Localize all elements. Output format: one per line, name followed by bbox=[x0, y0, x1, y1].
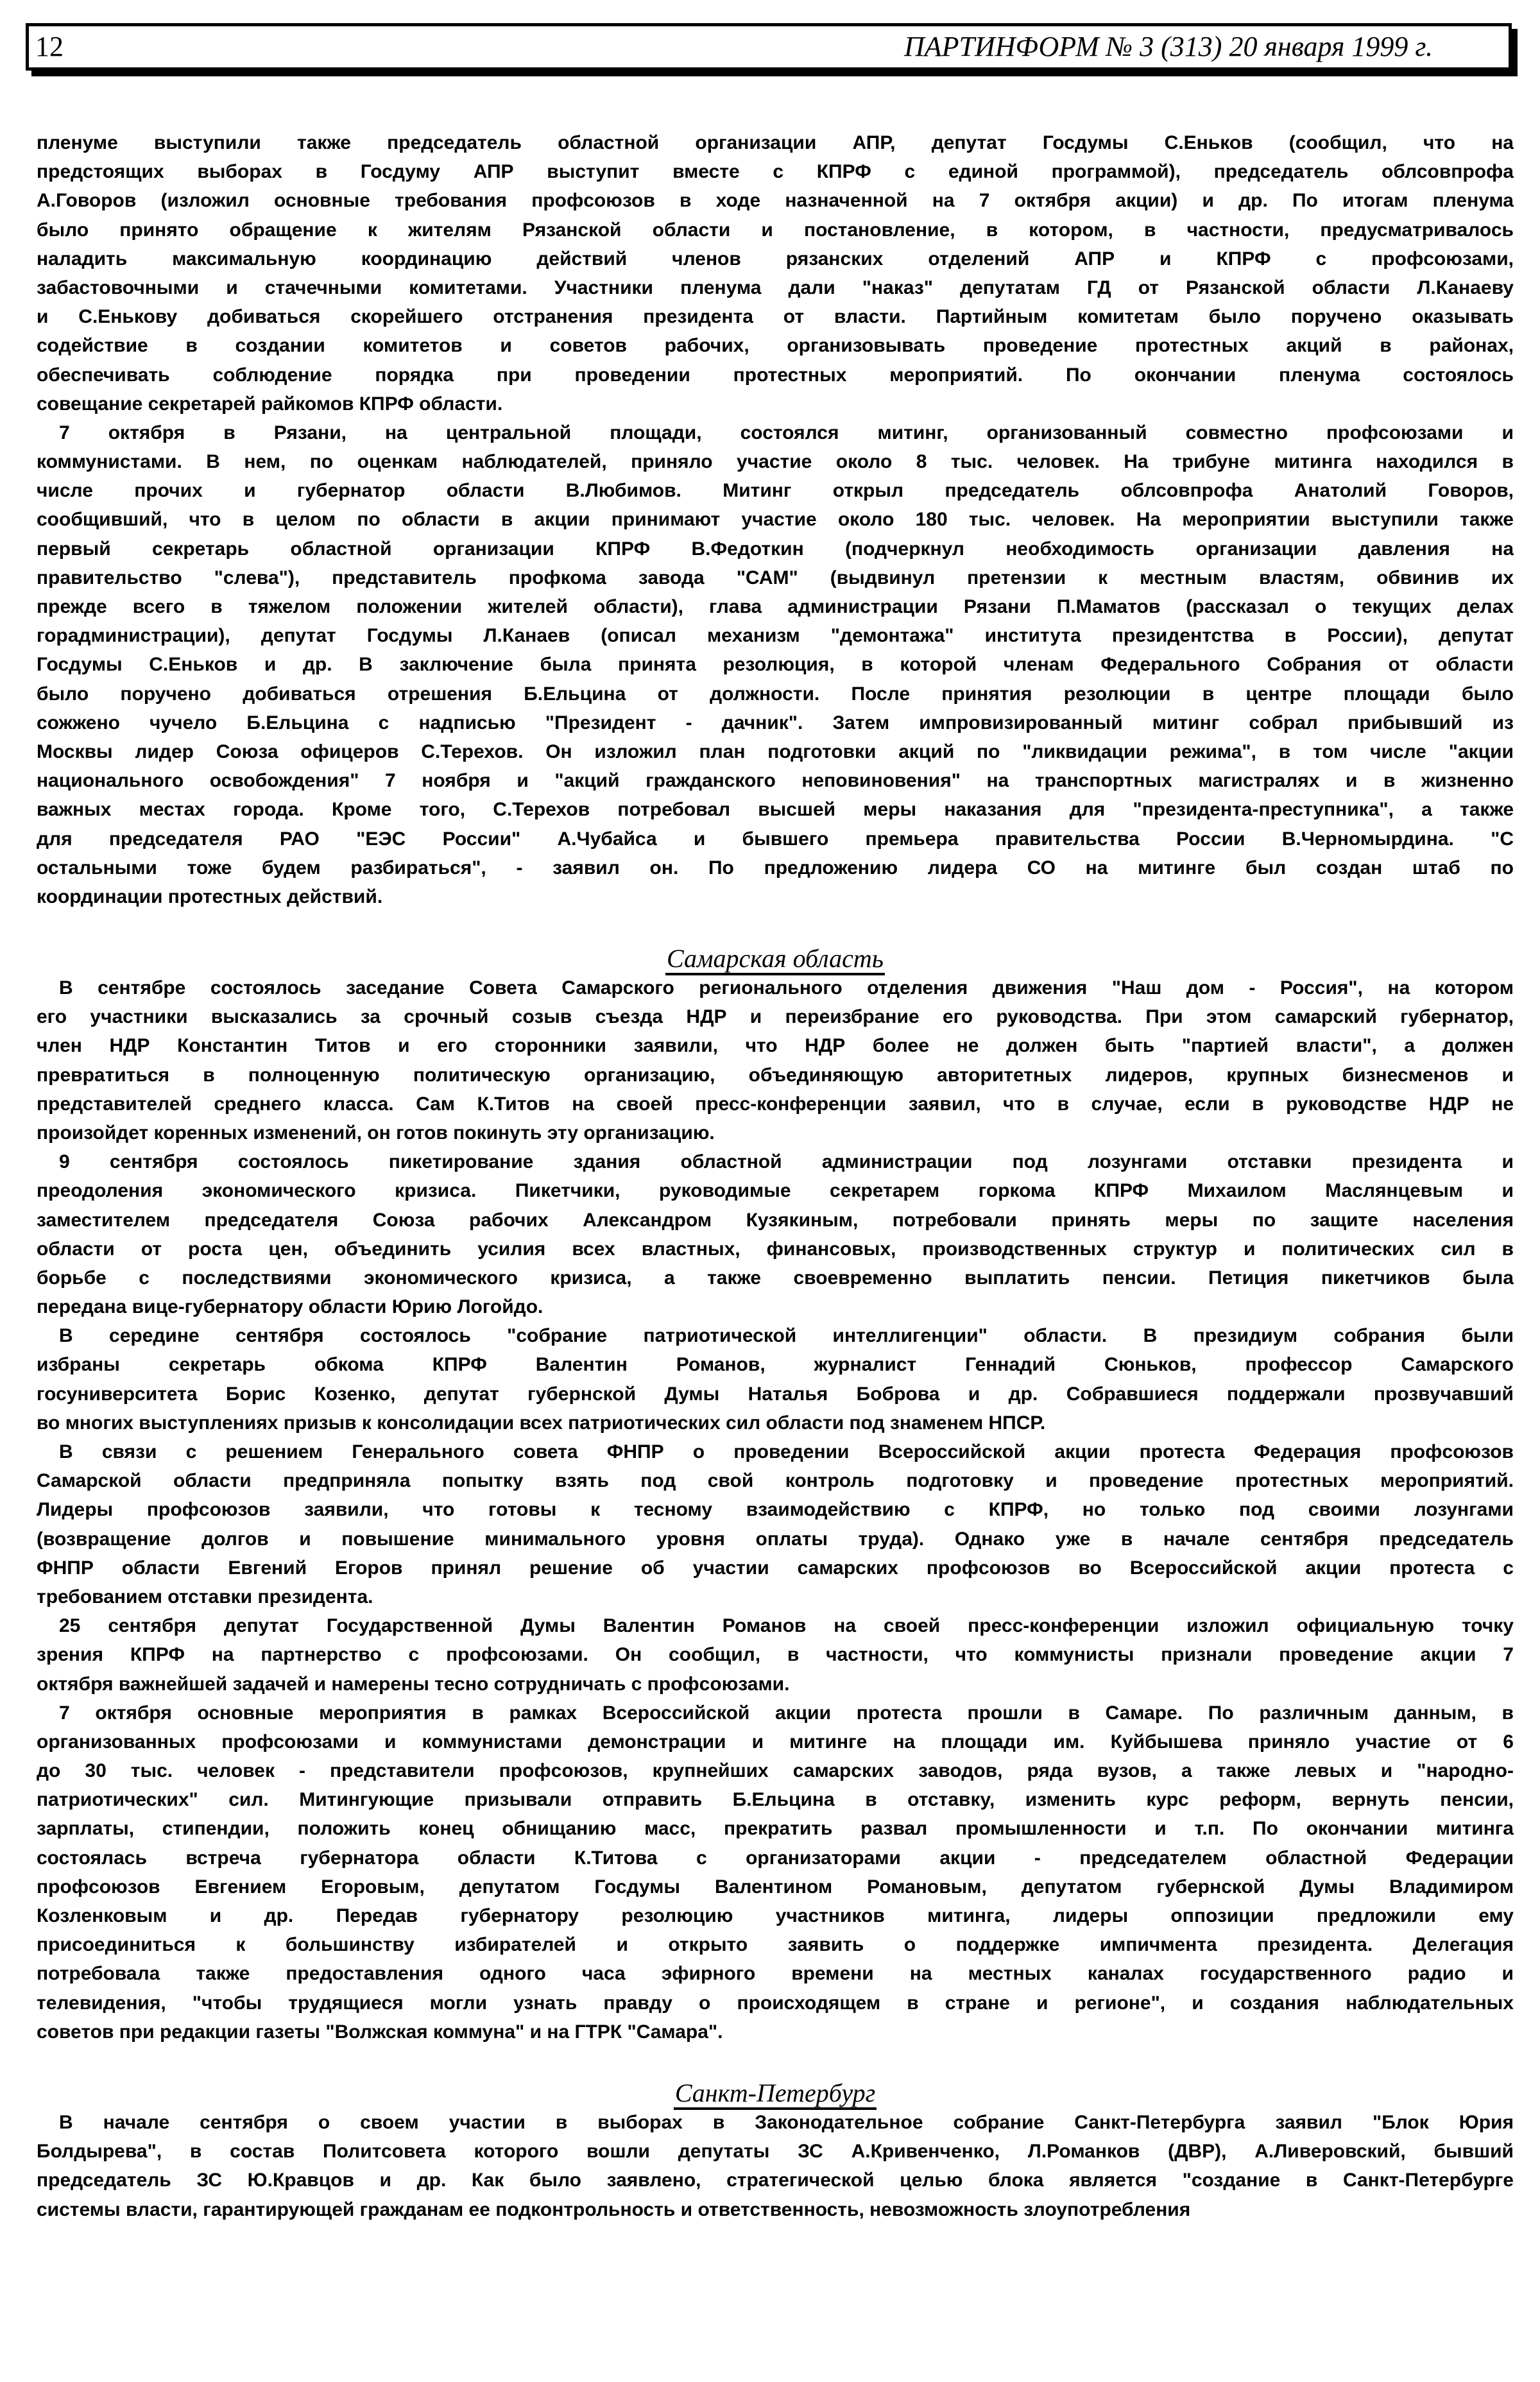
text-line: представителей среднего класса. Сам К.Титов на своей пресс-конференции заявил, что в случае, если в руководстве НДР не bbox=[37, 1093, 1514, 1115]
text-line: сообщивший, что в целом по области в акции принимают участие около 180 тыс. человек. На мероприятии выступили также bbox=[37, 509, 1514, 531]
text-line: произойдет коренных изменений, он готов покинуть эту организацию. bbox=[37, 1122, 715, 1144]
paragraph bbox=[37, 1699, 1514, 2046]
text-line: Госдумы С.Еньков и др. В заключение была принята резолюция, в которой членам Федерального Собрания от области bbox=[37, 654, 1514, 676]
text-line: советов при редакции газеты "Волжская коммуна" и на ГТРК "Самара". bbox=[37, 2021, 723, 2043]
text-line: Болдырева", в состав Политсовета которого вошли депутаты ЗС А.Кривенченко, Л.Романков (ДВР), А.Ливеровский, бывший bbox=[37, 2141, 1514, 2163]
paragraph bbox=[37, 1611, 1514, 1699]
page-number: 12 bbox=[35, 31, 64, 62]
text-line: предстоящих выборах в Госдуму АПР выступит вместе с КПРФ с единой программой), председатель облсовпрофа bbox=[37, 161, 1514, 183]
text-line: В сентябре состоялось заседание Совета Самарского регионального отделения движения "Наш дом - Россия", на котором bbox=[59, 977, 1514, 998]
text-line: сожжено чучело Б.Ельцина с надписью "Президент - дачник". Затем импровизированный митинг собрал прибывший из bbox=[37, 712, 1514, 733]
text-line: потребовала также предоставления одного часа эфирного времени на местных каналах государственного радио и bbox=[37, 1963, 1514, 1985]
text-line: и С.Енькову добиваться скорейшего отстранения президента от власти. Партийным комитетам было поручено оказывать bbox=[37, 306, 1514, 328]
text-line: избраны секретарь обкома КПРФ Валентин Романов, журналист Геннадий Сюньков, профессор Самарского bbox=[37, 1354, 1514, 1376]
text-line: коммунистами. В нем, по оценкам наблюдателей, приняло участие около 8 тыс. человек. На трибуне митинга находился в bbox=[37, 451, 1514, 473]
text-line: 9 сентября состоялось пикетирование здания областной администрации под лозунгами отставки президента и bbox=[59, 1151, 1514, 1173]
text-line: октября важнейшей задачей и намерены тесно сотрудничать с профсоюзами. bbox=[37, 1673, 790, 1695]
text-line: Москвы лидер Союза офицеров С.Терехов. Он изложил план подготовки акций по "ликвидации режима", в том числе "акции bbox=[37, 741, 1514, 762]
text-line: зрения КПРФ на партнерство с профсоюзами. Он сообщил, в частности, что коммунисты признали проведение акции 7 bbox=[37, 1644, 1514, 1666]
text-line: ФНПР области Евгений Егоров принял решение об участии самарских профсоюзов во Всероссийской акции протеста с bbox=[37, 1557, 1514, 1579]
text-line: В середине сентября состоялось "собрание патриотической интеллигенции" области. В президиум собрания были bbox=[59, 1325, 1514, 1347]
text-line: Козленковым и др. Передав губернатору резолюцию участников митинга, лидеры оппозиции предложили ему bbox=[37, 1905, 1514, 1926]
text-line: числе прочих и губернатор области В.Любимов. Митинг открыл председатель облсовпрофа Анатолий Говоров, bbox=[37, 480, 1514, 502]
text-line: 7 октября основные мероприятия в рамках Всероссийской акции протеста прошли в Самаре. По различным данным, в bbox=[59, 1702, 1514, 1724]
text-line: В начале сентября о своем участии в выборах в Законодательное собрание Санкт-Петербурга заявил "Блок Юрия bbox=[59, 2112, 1514, 2133]
text-line: его участники высказались за срочный созыв съезда НДР и переизбрание его руководства. При этом самарский губернатор, bbox=[37, 1006, 1514, 1028]
text-line: 7 октября в Рязани, на центральной площади, состоялся митинг, организованный совместно профсоюзами и bbox=[59, 422, 1514, 443]
section-saint-petersburg bbox=[37, 2078, 1514, 2224]
section-heading bbox=[37, 943, 1514, 973]
text-line: заместителем председателя Союза рабочих Александром Кузякиным, потребовали принять меры по защите населения bbox=[37, 1209, 1514, 1231]
text-line: патриотических" сил. Митингующие призывали отправить Б.Ельцина в отставку, изменить курс реформ, вернуть пенсии, bbox=[37, 1789, 1514, 1811]
text-line: для председателя РАО "ЕЭС России" А.Чубайса и бывшего премьера правительства России В.Черномырдина. "С bbox=[37, 828, 1514, 850]
text-line: пленуме выступили также председатель областной организации АПР, депутат Госдумы С.Еньков (сообщил, что на bbox=[37, 132, 1514, 153]
text-line: было поручено добиваться отрешения Б.Ельцина от должности. После принятия резолюции в центре площади было bbox=[37, 683, 1514, 705]
section-heading-text: Санкт-Петербург bbox=[674, 2078, 877, 2110]
text-line: прежде всего в тяжелом положении жителей области), глава администрации Рязани П.Маматов (рассказал о текущих делах bbox=[37, 596, 1514, 617]
text-line: горадминистрации), депутат Госдумы Л.Канаев (описал механизм "демонтажа" института президентства в России), депутат bbox=[37, 625, 1514, 647]
section-heading bbox=[37, 2078, 1514, 2108]
text-line: обеспечивать соблюдение порядка при проведении протестных мероприятий. По окончании пленума состоялось bbox=[37, 364, 1514, 386]
text-line: координации протестных действий. bbox=[37, 886, 383, 907]
text-line: Лидеры профсоюзов заявили, что готовы к тесному взаимодействию с КПРФ, но только под своими лозунгами bbox=[37, 1499, 1514, 1521]
text-line: превратиться в полноценную политическую организацию, объединяющую авторитетных лидеров, крупных бизнесменов и bbox=[37, 1064, 1514, 1086]
text-line: госуниверситета Борис Козенко, депутат губернской Думы Наталья Боброва и др. Собравшиеся поддержали прозвучавший bbox=[37, 1383, 1514, 1405]
text-line: член НДР Константин Титов и его сторонники заявили, что НДР более не должен быть "партией власти", а должен bbox=[37, 1035, 1514, 1057]
text-line: телевидения, "чтобы трудящиеся могли узнать правду о происходящем в стране и регионе", и создания наблюдательных bbox=[37, 1992, 1514, 2014]
paragraph bbox=[37, 2108, 1514, 2224]
text-line: содействие в создании комитетов и советов рабочих, организовывать проведение протестных акций в районах, bbox=[37, 335, 1514, 357]
text-line: требованием отставки президента. bbox=[37, 1586, 373, 1607]
text-line: В связи с решением Генерального совета ФНПР о проведении Всероссийской акции протеста Федерация профсоюзов bbox=[59, 1441, 1514, 1462]
text-line: Самарской области предприняла попытку взять под свой контроль подготовку и проведение протестных мероприятий. bbox=[37, 1470, 1514, 1492]
section-ryazan bbox=[37, 128, 1514, 911]
section-heading-text: Самарская область bbox=[665, 944, 885, 975]
text-line: первый секретарь областной организации КПРФ В.Федоткин (подчеркнул необходимость организации давления на bbox=[37, 538, 1514, 560]
text-line: было принято обращение к жителям Рязанской области и постановление, в котором, в частности, предусматривалось bbox=[37, 219, 1514, 241]
publication-title: ПАРТИНФОРМ № 3 (313) 20 января 1999 г. bbox=[903, 31, 1433, 62]
text-line: остальными тоже будем разбираться", - заявил он. По предложению лидера СО на митинге был создан штаб по bbox=[37, 857, 1514, 878]
text-line: правительство "слева"), представитель профкома завода "САМ" (выдвинул претензии к местным властям, обвинив их bbox=[37, 567, 1514, 588]
text-line: до 30 тыс. человек - представители профсоюзов, крупнейших самарских заводов, ряда вузов, а также левых и "народно- bbox=[37, 1760, 1514, 1782]
text-line: передана вице-губернатору области Юрию Логойдо. bbox=[37, 1296, 543, 1318]
text-line: области от роста цен, объединить усилия всех властных, финансовых, производственных структур и политических сил в bbox=[37, 1238, 1514, 1260]
text-line: преодоления экономического кризиса. Пикетчики, руководимые секретарем горкома КПРФ Михаилом Маслянцевым и bbox=[37, 1180, 1514, 1202]
text-line: 25 сентября депутат Государственной Думы Валентин Романов на своей пресс-конференции изложил официальную точку bbox=[59, 1615, 1514, 1637]
paragraph bbox=[37, 1147, 1514, 1321]
text-line: во многих выступлениях призыв к консолидации всех патриотических сил области под знаменем НПСР. bbox=[37, 1412, 1046, 1434]
text-line: национального освобождения" 7 ноября и "акций гражданского неповиновения" на транспортных магистралях и в жизненно bbox=[37, 770, 1514, 792]
text-line: (возвращение долгов и повышение минимального уровня оплаты труда). Однако уже в начале сентября председатель bbox=[37, 1528, 1514, 1550]
text-line: наладить максимальную координацию действий членов рязанских отделений АПР и КПРФ с профсоюзами, bbox=[37, 248, 1514, 270]
text-line: важных местах города. Кроме того, С.Терехов потребовал высшей меры наказания для "президента-преступника", а также bbox=[37, 799, 1514, 821]
text-line: состоялась встреча губернатора области К.Титова с организаторами акции - председателем областной Федерации bbox=[37, 1847, 1514, 1869]
text-line: председатель ЗС Ю.Кравцов и др. Как было заявлено, стратегической целью блока является "создание в Санкт-Петербурге bbox=[37, 2170, 1514, 2191]
text-line: совещание секретарей райкомов КПРФ области. bbox=[37, 393, 503, 415]
text-line: борьбе с последствиями экономического кризиса, а также своевременно выплатить пенсии. Петиция пикетчиков была bbox=[37, 1267, 1514, 1289]
paragraph bbox=[37, 418, 1514, 911]
text-line: организованных профсоюзами и коммунистами демонстрации и митинге на площади им. Куйбышева приняло участие от 6 bbox=[37, 1731, 1514, 1752]
paragraph bbox=[37, 1321, 1514, 1437]
text-line: забастовочными и стачечными комитетами. Участники пленума дали "наказ" депутатам ГД от Рязанской области Л.Канаеву bbox=[37, 277, 1514, 298]
paragraph bbox=[37, 128, 1514, 418]
section-samara bbox=[37, 943, 1514, 2046]
text-line: присоединиться к большинству избирателей и открыто заявить о поддержке импичмента президента. Делегация bbox=[37, 1934, 1514, 1956]
page-header bbox=[26, 23, 1512, 71]
text-line: системы власти, гарантирующей гражданам ее подконтрольность и ответственность, невозможность злоупотребления bbox=[37, 2198, 1191, 2220]
text-line: А.Говоров (изложил основные требования профсоюзов в ходе назначенной на 7 октября акции) и др. По итогам пленума bbox=[37, 190, 1514, 212]
paragraph bbox=[37, 973, 1514, 1147]
paragraph bbox=[37, 1437, 1514, 1611]
text-line: зарплаты, стипендии, положить конец обнищанию масс, прекратить развал промышленности и т.п. По окончании митинга bbox=[37, 1818, 1514, 1840]
text-line: профсоюзов Евгением Егоровым, депутатом Госдумы Валентином Романовым, депутатом губернской Думы Владимиром bbox=[37, 1876, 1514, 1898]
